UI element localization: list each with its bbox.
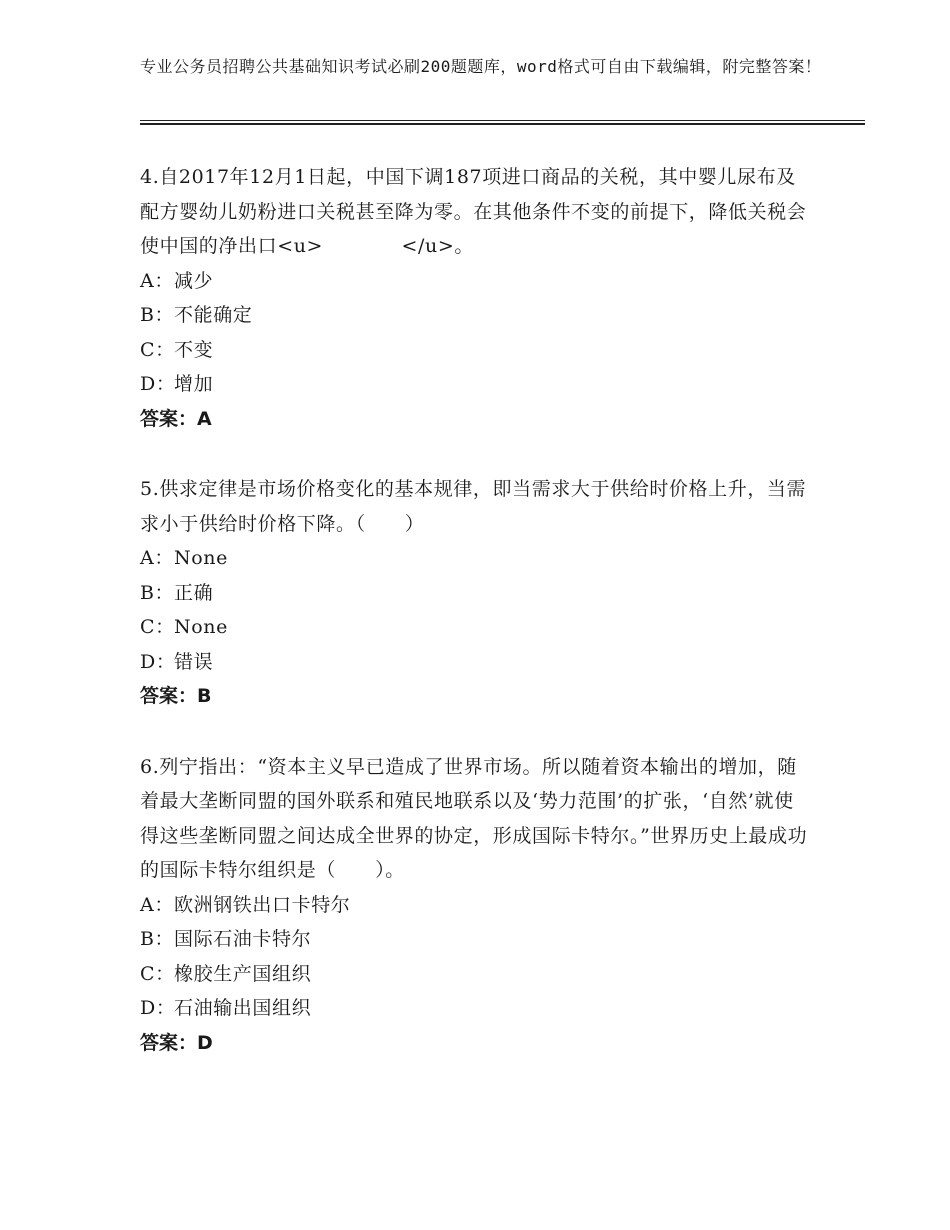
- option-text: 减少: [174, 269, 214, 292]
- option-key: D：: [140, 373, 176, 395]
- question-stem: 4.自2017年12月1日起，中国下调187项进口商品的关税，其中婴儿尿布及配方婴幼儿奶粉进口关税甚至降为零。在其他条件不变的前提下，降低关税会使中国的净出口<u> </u>。: [140, 166, 807, 257]
- option-b: [140, 576, 810, 611]
- option-key: C：: [140, 338, 175, 361]
- question-4: [140, 160, 810, 436]
- option-c: [140, 333, 810, 368]
- option-d: [140, 991, 810, 1026]
- option-key: D：: [140, 997, 176, 1019]
- question-stem: 5.供求定律是市场价格变化的基本规律，即当需求大于供给时价格上升，当需求小于供给时价格下降。（ ）: [140, 478, 807, 535]
- option-key: A：: [140, 547, 174, 569]
- answer-line: 答案：D: [140, 1031, 213, 1054]
- answer-line: 答案：A: [140, 407, 212, 430]
- option-text: 石油输出国组织: [174, 997, 312, 1019]
- option-text: 橡胶生产国组织: [174, 962, 312, 985]
- option-key: A：: [140, 893, 174, 916]
- option-key: B：: [140, 581, 175, 604]
- option-c: [140, 957, 810, 992]
- option-a: [140, 264, 810, 299]
- answer-line: 答案：B: [140, 685, 212, 707]
- option-text: 不变: [174, 338, 214, 361]
- option-text: None: [174, 547, 228, 569]
- option-text: 欧洲钢铁出口卡特尔: [174, 893, 351, 916]
- option-text: None: [174, 616, 228, 638]
- option-key: B：: [140, 304, 175, 326]
- header-text: 专业公务员招聘公共基础知识考试必刷200题题库，word格式可自由下载编辑，附完整答案！: [140, 57, 822, 76]
- document-header: [140, 56, 830, 78]
- option-key: C：: [140, 616, 175, 638]
- option-text: 不能确定: [174, 304, 253, 326]
- option-key: A：: [140, 269, 174, 292]
- option-a: [140, 541, 810, 576]
- option-key: C：: [140, 962, 175, 985]
- option-text: 国际石油卡特尔: [174, 928, 312, 950]
- question-5: [140, 472, 810, 714]
- option-text: 错误: [174, 650, 214, 673]
- option-text: 正确: [174, 581, 214, 604]
- question-stem: 6.列宁指出：“资本主义早已造成了世界市场。所以随着资本输出的增加，随着最大垄断同盟的国外联系和殖民地联系以及‘势力范围’的扩张，‘自然’就使得这些垄断同盟之间达成全世界的协定，形成国际卡特尔。”世界历史上最成功的国际卡特尔组织是（ ）。: [140, 755, 808, 881]
- option-text: 增加: [174, 373, 214, 395]
- option-d: [140, 367, 810, 402]
- option-key: B：: [140, 928, 175, 950]
- option-d: [140, 645, 810, 680]
- header-double-rule: [140, 120, 865, 125]
- option-b: [140, 922, 810, 957]
- option-a: [140, 888, 810, 923]
- question-6: [140, 750, 810, 1061]
- option-key: D：: [140, 650, 176, 673]
- option-c: [140, 610, 810, 645]
- option-b: [140, 298, 810, 333]
- question-list: [140, 160, 810, 1096]
